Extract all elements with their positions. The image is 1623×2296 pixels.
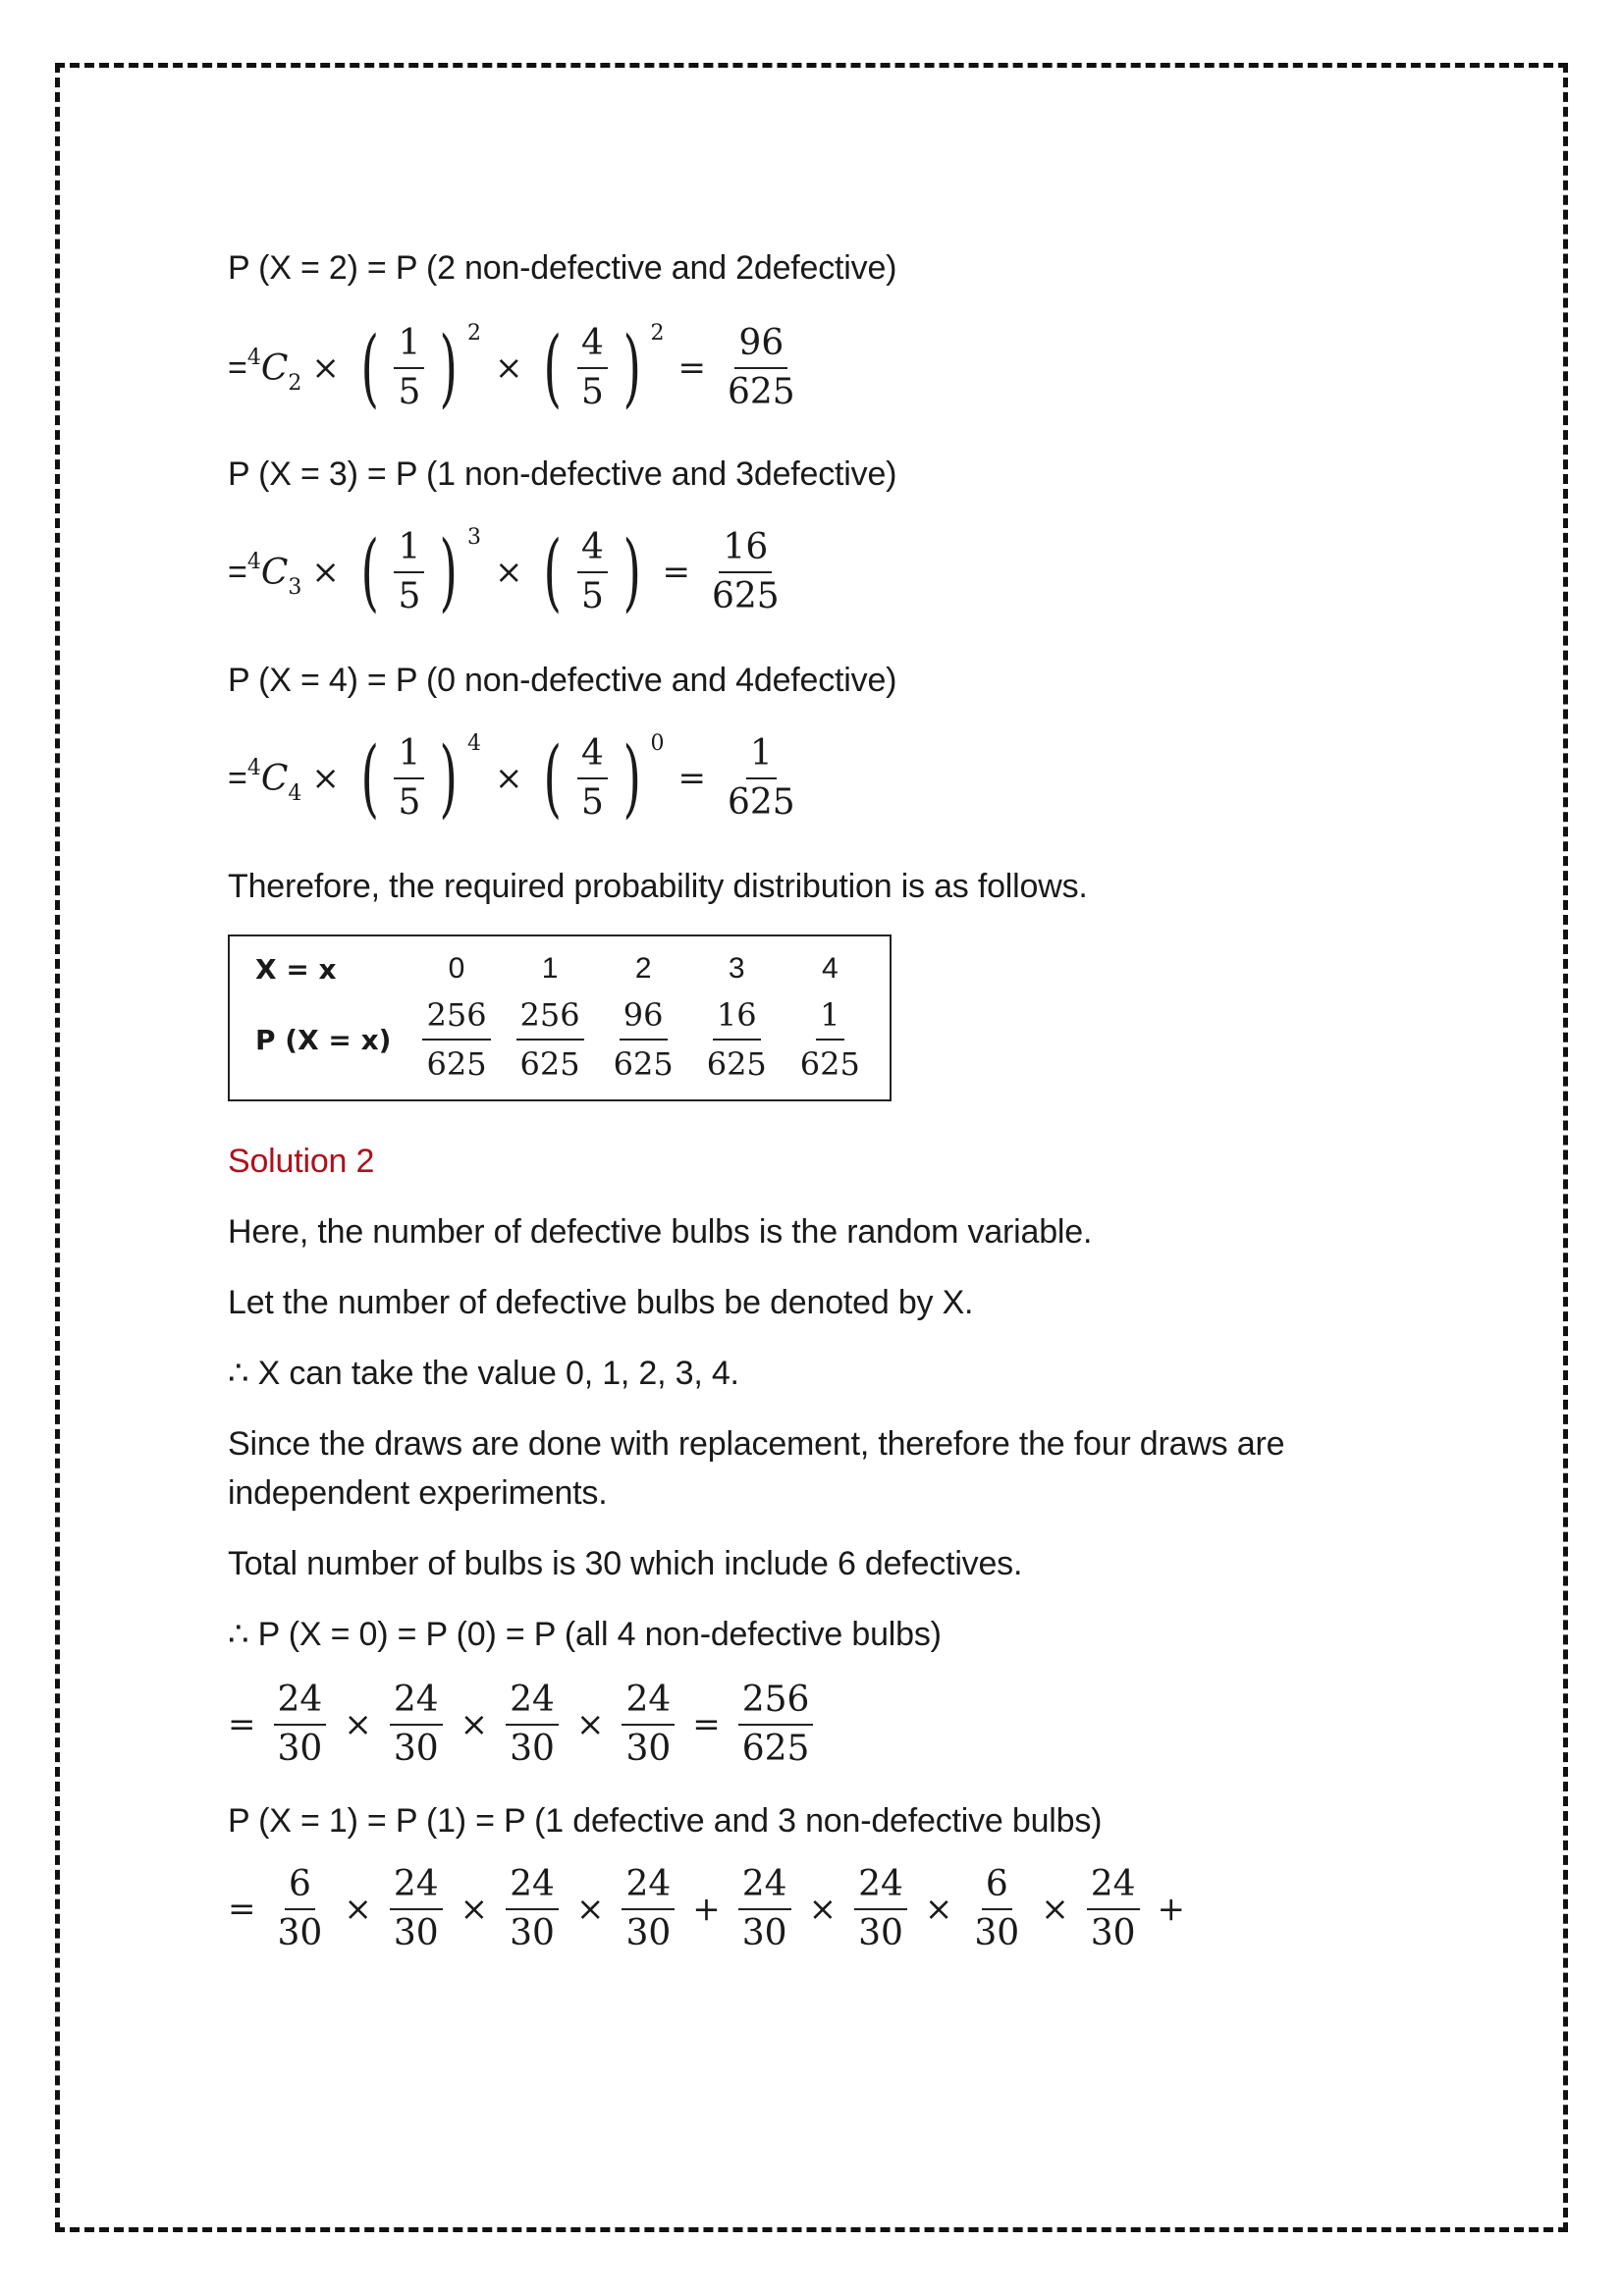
exponent: 2 (466, 320, 481, 346)
fraction-numerator: 24 (738, 1865, 791, 1910)
table-row (243, 991, 876, 1088)
comb-c: C (260, 347, 289, 389)
times-sign: × (344, 1705, 372, 1744)
result-fraction (738, 1681, 814, 1769)
plus-sign: + (692, 1890, 721, 1929)
paren-fraction: ( $\frac{4}{5}$ ) 2 (543, 319, 665, 417)
fraction (274, 1865, 327, 1953)
fraction-numerator: 256 (422, 995, 490, 1041)
table-cell (505, 991, 596, 1088)
times-sign: × (460, 1890, 489, 1929)
fraction-denominator: 5 (581, 782, 604, 823)
fraction-numerator: 256 (516, 995, 584, 1041)
comb-c: C (260, 758, 289, 799)
fraction-numerator: 24 (1087, 1865, 1140, 1910)
fraction-denominator: 30 (277, 1729, 323, 1769)
fraction-numerator: 24 (622, 1681, 675, 1726)
therefore-line: Therefore, the required probability distribution is as follows. (228, 868, 1088, 905)
table-cell: 0 (448, 952, 465, 985)
comb-prefix: 4 (246, 755, 261, 780)
comb-c: C (260, 552, 289, 593)
fraction-denominator: 625 (741, 1729, 810, 1769)
table-row (243, 948, 876, 989)
equation-p-x1 (228, 1865, 1195, 1953)
table-cell (691, 991, 783, 1088)
equals-sign: = (692, 1705, 721, 1744)
fraction-numerator: 16 (719, 528, 772, 573)
fraction-numerator: 1 (394, 324, 424, 369)
comb-prefix: 4 (246, 549, 261, 574)
fraction-denominator: 30 (510, 1729, 555, 1769)
fraction-numerator: 24 (854, 1865, 907, 1910)
equation-p-x2 (228, 319, 807, 417)
fraction-numerator: 24 (390, 1865, 443, 1910)
times-sign: × (494, 553, 523, 592)
times-sign: × (311, 553, 340, 592)
fraction-numerator: 96 (620, 995, 668, 1041)
fraction (506, 1681, 559, 1769)
fraction (622, 1865, 675, 1953)
table-cell (410, 991, 502, 1088)
equals-sign: = (228, 348, 247, 387)
fraction-numerator: 96 (734, 324, 787, 369)
equation-p-x3 (228, 523, 791, 621)
p-x3-line: P (X = 3) = P (1 non-defective and 3defective) (228, 455, 897, 493)
exponent: 4 (466, 730, 481, 756)
fraction (622, 1681, 675, 1769)
paren-fraction: ( $\frac{1}{5}$ ) 3 (360, 523, 481, 621)
paren-fraction: ( $\frac{4}{5}$ ) 0 (543, 729, 665, 828)
paren-fraction: ( $\frac{4}{5}$ ) (543, 523, 641, 621)
table-cell: 1 (541, 952, 559, 985)
times-sign: × (460, 1705, 489, 1744)
comb-subscript: 2 (288, 370, 302, 396)
fraction-denominator: 625 (799, 1045, 860, 1083)
row-label-x: X = x (255, 952, 337, 986)
fraction-denominator: 30 (510, 1913, 555, 1953)
paren-fraction: ( $\frac{1}{5}$ ) 4 (360, 729, 481, 828)
times-sign: × (311, 348, 340, 388)
fraction-denominator: 625 (711, 576, 780, 616)
result-fraction (708, 528, 784, 616)
fraction (390, 1865, 443, 1953)
fraction (854, 1865, 907, 1953)
fraction (274, 1681, 327, 1769)
fraction-denominator: 30 (741, 1913, 787, 1953)
fraction-denominator: 30 (625, 1729, 672, 1769)
times-sign: × (494, 348, 523, 388)
fraction-numerator: 256 (738, 1681, 814, 1726)
fraction-numerator: 4 (577, 528, 608, 573)
fraction-denominator: 30 (625, 1913, 672, 1953)
fraction (390, 1681, 443, 1769)
result-fraction (724, 734, 799, 823)
fraction-denominator: 5 (398, 782, 421, 823)
equals-sign: = (677, 759, 706, 798)
row-label-px: P (X = x) (255, 1023, 392, 1056)
result-fraction (724, 324, 799, 412)
fraction-denominator: 625 (519, 1045, 580, 1083)
fraction-numerator: 24 (274, 1681, 327, 1726)
solution-line: ∴ P (X = 0) = P (0) = P (all 4 non-defective bulbs) (228, 1616, 942, 1653)
fraction-denominator: 625 (706, 1045, 767, 1083)
p-x2-line: P (X = 2) = P (2 non-defective and 2defective) (228, 249, 897, 287)
fraction-denominator: 30 (1090, 1913, 1136, 1953)
combination-term (246, 549, 302, 600)
solution-line: Here, the number of defective bulbs is the random variable. (228, 1213, 1093, 1251)
equals-sign: = (228, 759, 247, 797)
fraction-numerator: 6 (285, 1865, 315, 1910)
fraction-denominator: 5 (581, 576, 604, 616)
fraction-numerator: 1 (394, 734, 424, 779)
table-cell (598, 991, 689, 1088)
exponent: 3 (466, 524, 481, 550)
table-cell: 3 (728, 952, 745, 985)
exponent: 2 (650, 320, 665, 346)
probability-distribution-table (228, 934, 892, 1101)
fraction-denominator: 30 (393, 1913, 439, 1953)
p-x4-line: P (X = 4) = P (0 non-defective and 4defective) (228, 662, 897, 699)
times-sign: × (575, 1705, 605, 1744)
table-cell: 4 (821, 952, 839, 985)
combination-term (246, 345, 302, 396)
fraction-numerator: 24 (390, 1681, 443, 1726)
equals-sign: = (677, 348, 706, 388)
comb-subscript: 3 (288, 574, 302, 600)
fraction-numerator: 24 (506, 1865, 559, 1910)
equals-sign: = (228, 1705, 256, 1744)
fraction (1087, 1865, 1140, 1953)
fraction-denominator: 625 (727, 782, 795, 823)
equation-p-x4 (228, 729, 807, 828)
fraction (506, 1865, 559, 1953)
exponent: 0 (650, 730, 665, 756)
times-sign: × (1041, 1890, 1069, 1929)
comb-subscript: 4 (288, 780, 302, 806)
times-sign: × (575, 1890, 605, 1929)
equals-sign: = (228, 1890, 256, 1929)
fraction-denominator: 5 (398, 372, 421, 412)
fraction-denominator: 5 (398, 576, 421, 616)
fraction-denominator: 30 (858, 1913, 903, 1953)
solution-line: Since the draws are done with replacement, therefore the four draws are (228, 1425, 1285, 1463)
fraction-numerator: 1 (816, 995, 843, 1041)
times-sign: × (494, 759, 523, 798)
fraction (738, 1865, 791, 1953)
fraction-numerator: 16 (713, 995, 761, 1041)
fraction-denominator: 30 (974, 1913, 1020, 1953)
fraction-denominator: 30 (277, 1913, 323, 1953)
combination-term (246, 755, 302, 806)
fraction-numerator: 1 (746, 734, 777, 779)
table-cell (784, 991, 876, 1088)
solution-line: ∴ X can take the value 0, 1, 2, 3, 4. (228, 1355, 739, 1392)
fraction-numerator: 24 (622, 1865, 675, 1910)
times-sign: × (311, 759, 340, 798)
fraction (970, 1865, 1023, 1953)
comb-prefix: 4 (246, 345, 261, 370)
fraction-numerator: 6 (982, 1865, 1012, 1910)
times-sign: × (808, 1890, 838, 1929)
times-sign: × (344, 1890, 372, 1929)
solution-line: independent experiments. (228, 1474, 608, 1512)
equals-sign: = (662, 553, 690, 592)
fraction-denominator: 30 (393, 1729, 439, 1769)
fraction-numerator: 4 (577, 734, 608, 779)
solution-heading: Solution 2 (228, 1143, 375, 1180)
solution-line: Total number of bulbs is 30 which include 6 defectives. (228, 1545, 1023, 1582)
paren-fraction: ( $\frac{1}{5}$ ) 2 (360, 319, 481, 417)
fraction-numerator: 24 (506, 1681, 559, 1726)
table-cell: 2 (634, 952, 652, 985)
solution-line: Let the number of defective bulbs be denoted by X. (228, 1284, 974, 1321)
equation-p-x0 (228, 1681, 821, 1769)
solution-line: P (X = 1) = P (1) = P (1 defective and 3 non-defective bulbs) (228, 1802, 1103, 1840)
fraction-numerator: 4 (577, 324, 608, 369)
times-sign: × (924, 1890, 953, 1929)
fraction-numerator: 1 (394, 528, 424, 573)
fraction-denominator: 5 (581, 372, 604, 412)
fraction-denominator: 625 (613, 1045, 674, 1083)
fraction-denominator: 625 (426, 1045, 487, 1083)
equals-sign: = (228, 553, 247, 591)
fraction-denominator: 625 (727, 372, 795, 412)
plus-sign: + (1157, 1890, 1185, 1929)
